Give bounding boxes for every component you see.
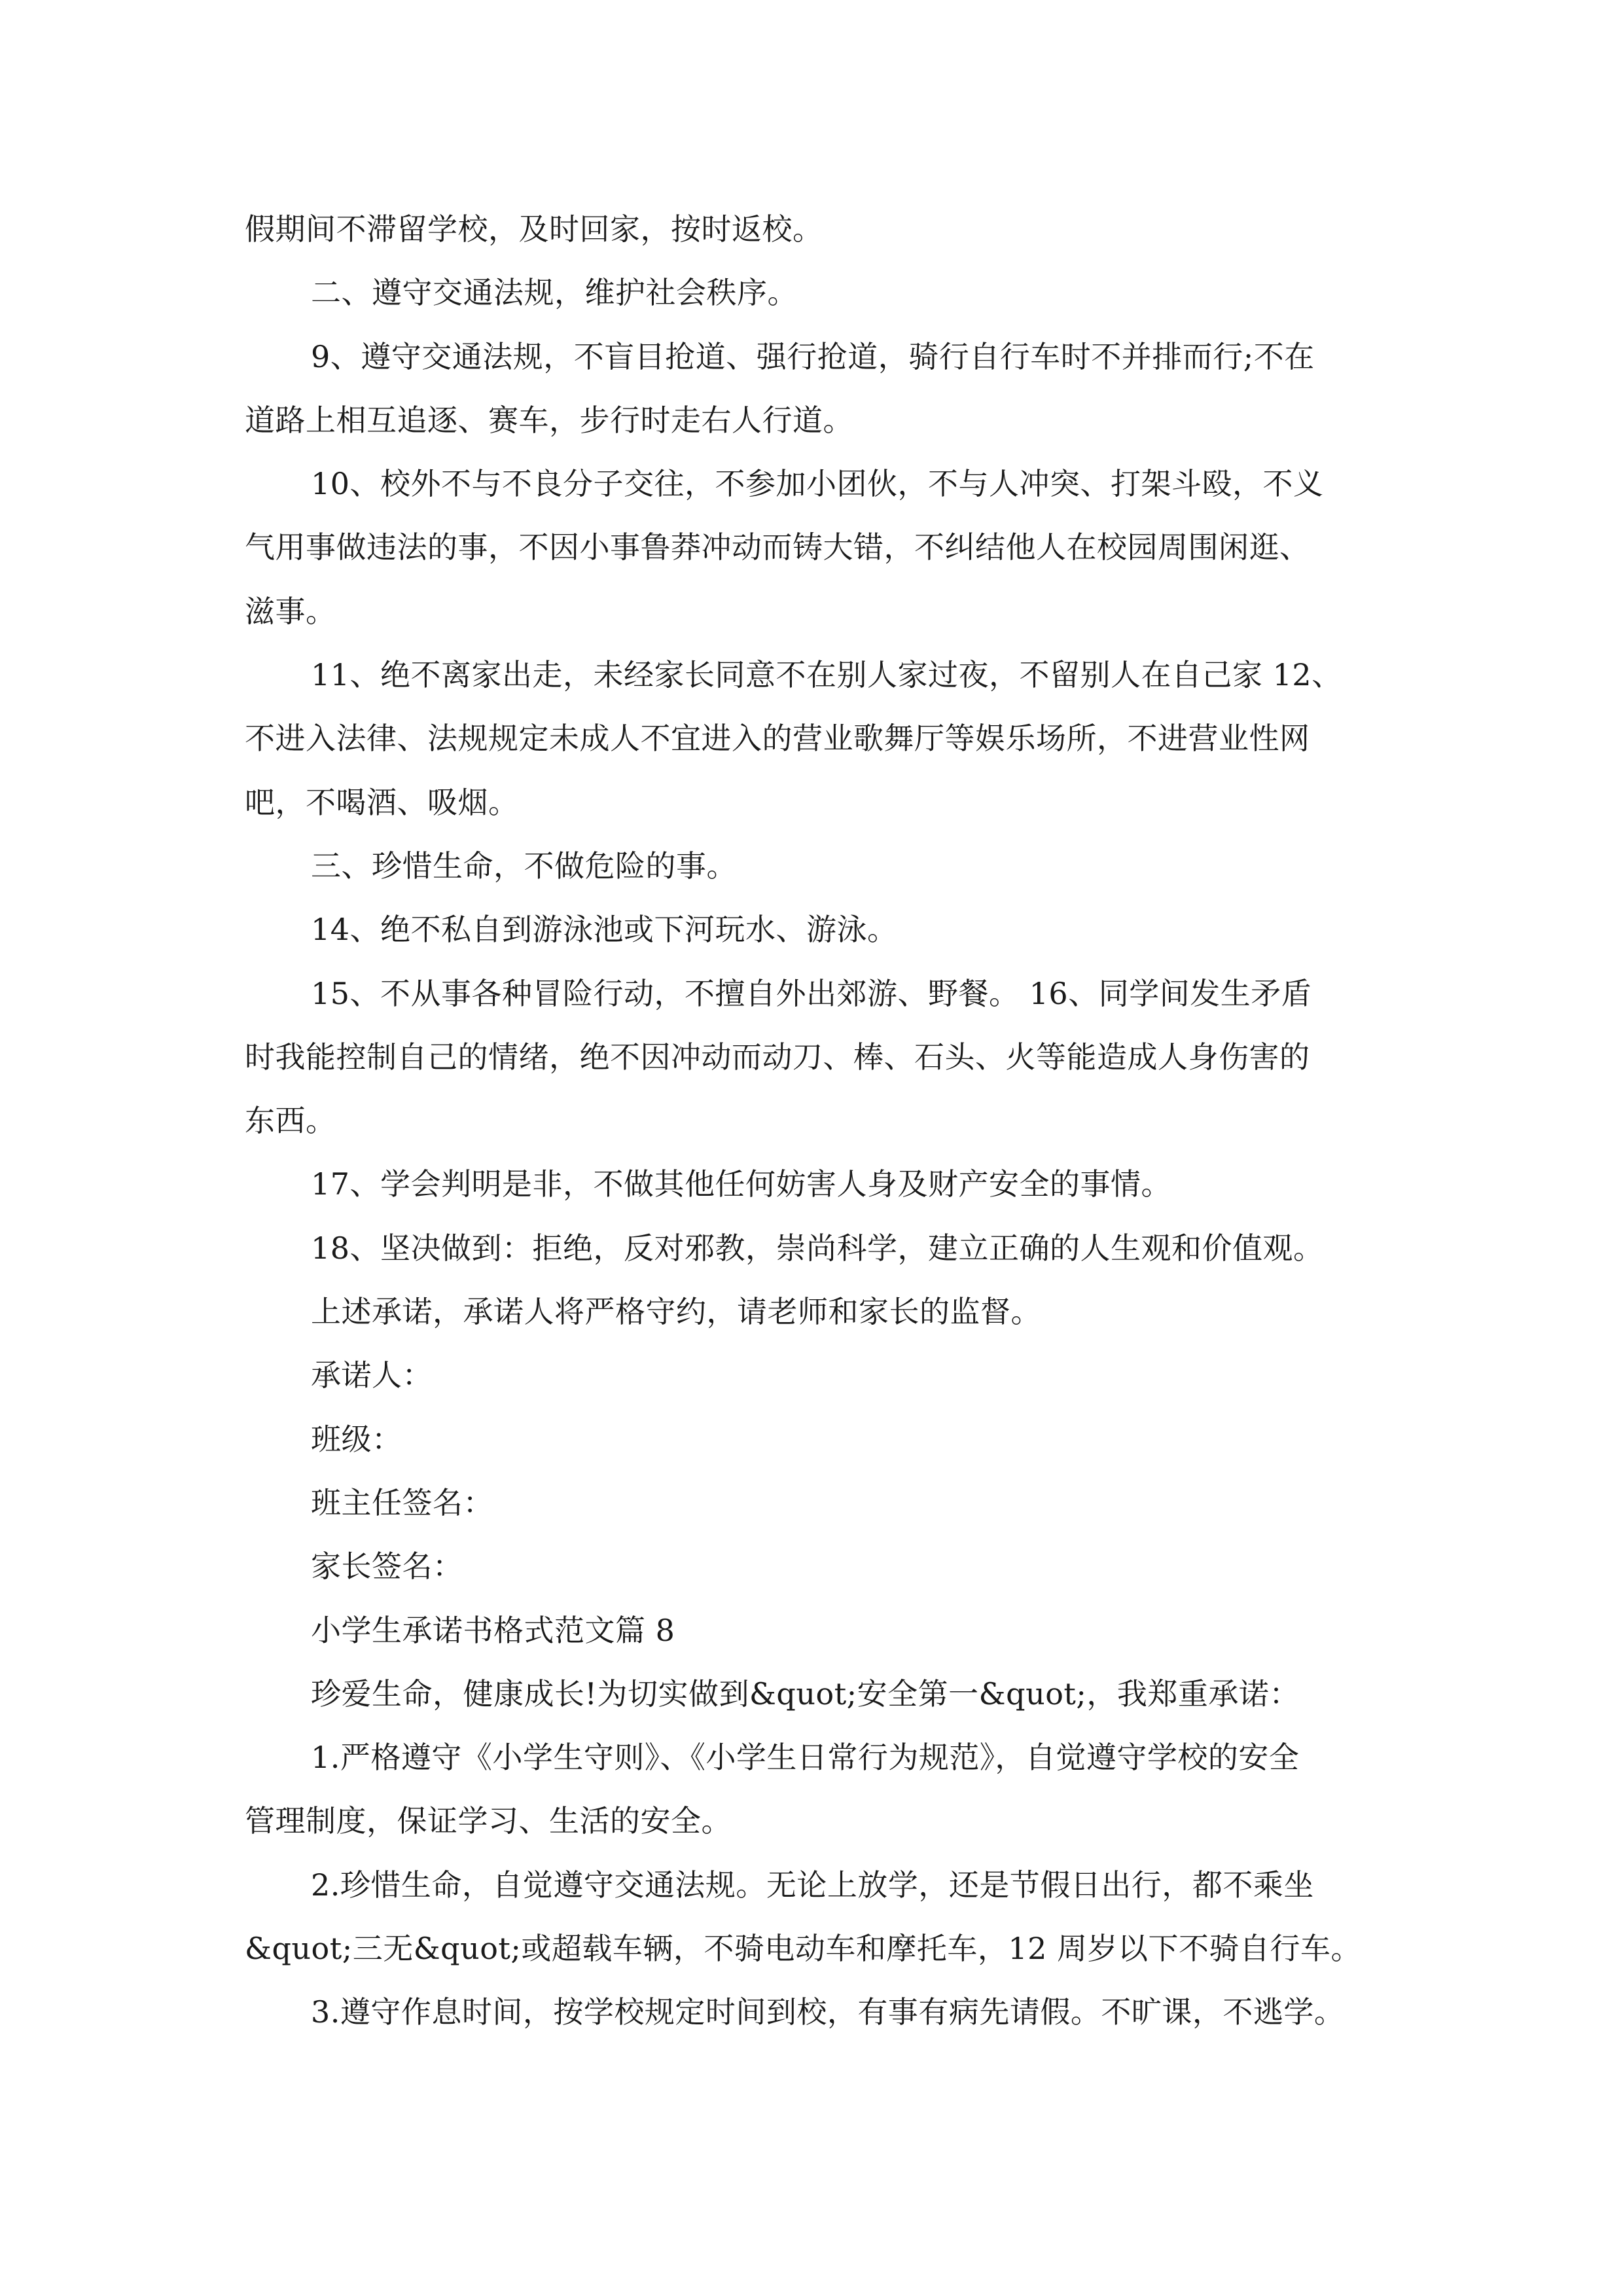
signature-field-promiser: 承诺人： bbox=[311, 1357, 433, 1393]
text-line: 17、学会判明是非，不做其他任何妨害人身及财产安全的事情。 bbox=[311, 1166, 1172, 1202]
text-line: &quot;三无&quot;或超载车辆，不骑电动车和摩托车，12 周岁以下不骑自行车。 bbox=[245, 1931, 1362, 1967]
text-line: 东西。 bbox=[245, 1103, 336, 1139]
text-line: 18、坚决做到：拒绝，反对邪教，崇尚科学，建立正确的人生观和价值观。 bbox=[311, 1230, 1324, 1266]
text-line: 吧，不喝酒、吸烟。 bbox=[245, 784, 519, 820]
text-line: 14、绝不私自到游泳池或下河玩水、游泳。 bbox=[311, 912, 898, 948]
section-heading: 二、遵守交通法规，维护社会秩序。 bbox=[311, 275, 798, 311]
text-line: 假期间不滞留学校，及时回家，按时返校。 bbox=[245, 211, 823, 247]
signature-field-teacher: 班主任签名： bbox=[311, 1484, 493, 1520]
text-line: 2.珍惜生命，自觉遵守交通法规。无论上放学，还是节假日出行，都不乘坐 bbox=[311, 1867, 1314, 1903]
section-title: 小学生承诺书格式范文篇 8 bbox=[311, 1612, 675, 1648]
text-line: 10、校外不与不良分子交往，不参加小团伙，不与人冲突、打架斗殴，不义 bbox=[311, 466, 1324, 502]
text-line: 3.遵守作息时间，按学校规定时间到校，有事有病先请假。不旷课，不逃学。 bbox=[311, 1994, 1345, 2030]
text-line: 15、不从事各种冒险行动，不擅自外出郊游、野餐。 16、同学间发生矛盾 bbox=[311, 975, 1312, 1011]
text-line: 1.严格遵守《小学生守则》、《小学生日常行为规范》，自觉遵守学校的安全 bbox=[311, 1740, 1300, 1776]
text-line: 道路上相互追逐、赛车，步行时走右人行道。 bbox=[245, 402, 853, 438]
text-line: 气用事做违法的事，不因小事鲁莽冲动而铸大错，不纠结他人在校园周围闲逛、 bbox=[245, 529, 1310, 565]
text-line: 9、遵守交通法规，不盲目抢道、强行抢道，骑行自行车时不并排而行;不在 bbox=[311, 338, 1315, 374]
text-line: 11、绝不离家出走，未经家长同意不在别人家过夜，不留别人在自己家 12、 bbox=[311, 657, 1342, 693]
text-line: 滋事。 bbox=[245, 593, 336, 629]
signature-field-parent: 家长签名： bbox=[311, 1549, 463, 1585]
document-page bbox=[245, 198, 1383, 2045]
text-line: 上述承诺，承诺人将严格守约，请老师和家长的监督。 bbox=[311, 1294, 1041, 1330]
text-line: 时我能控制自己的情绪，绝不因冲动而动刀、棒、石头、火等能造成人身伤害的 bbox=[245, 1039, 1310, 1075]
text-line: 珍爱生命，健康成长!为切实做到&quot;安全第一&quot;，我郑重承诺： bbox=[311, 1676, 1300, 1712]
text-line: 不进入法律、法规规定未成人不宜进入的营业歌舞厅等娱乐场所，不进营业性网 bbox=[245, 721, 1310, 757]
text-line: 管理制度，保证学习、生活的安全。 bbox=[245, 1803, 732, 1839]
section-heading: 三、珍惜生命，不做危险的事。 bbox=[311, 848, 737, 884]
signature-field-class: 班级： bbox=[311, 1421, 402, 1457]
